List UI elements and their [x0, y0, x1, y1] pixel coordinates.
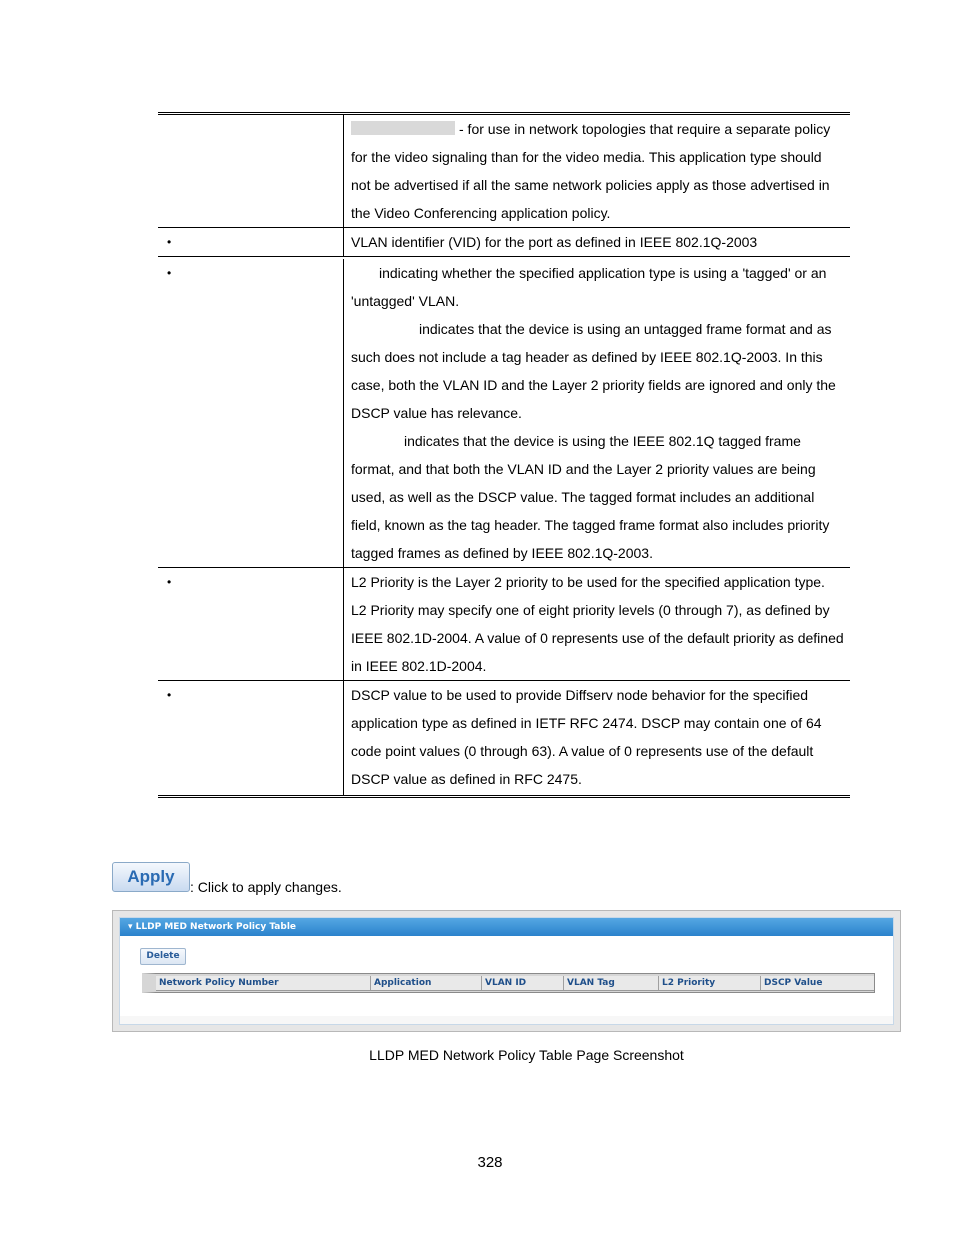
description-cell [344, 259, 850, 567]
description-text: VLAN identifier (VID) for the port as defined in IEEE 802.1Q-2003 [351, 234, 758, 250]
description-text: indicating whether the specified application type is using a 'tagged' or an 'untagged' VLAN. [351, 265, 827, 309]
collapse-arrow-icon[interactable]: ▾ [128, 922, 133, 932]
column-header[interactable]: DSCP Value [760, 976, 873, 990]
description-cell [344, 228, 850, 256]
bullet-icon: • [167, 235, 172, 249]
page-number: 328 [477, 1154, 503, 1171]
column-header[interactable]: VLAN Tag [563, 976, 658, 990]
apply-description: : Click to apply changes. [190, 879, 342, 895]
description-cell [344, 681, 850, 795]
column-header[interactable]: Application [370, 976, 481, 990]
param-cell [158, 681, 344, 795]
apply-section [112, 862, 342, 895]
column-header[interactable]: L2 Priority [658, 976, 760, 990]
bullet-icon: • [167, 688, 172, 702]
panel-header[interactable] [120, 918, 893, 936]
description-cell [344, 568, 850, 680]
table-row [158, 680, 850, 795]
table-row [158, 227, 850, 256]
apply-button[interactable]: Apply [112, 862, 190, 892]
description-text: indicates that the device is using an untagged frame format and as such does not include a tag header as defined by IEEE 802.1Q-2003. In this case, both the VLAN ID and the Layer 2 priority fields are ignored and only the DSCP value has relevance. [351, 321, 836, 421]
param-cell [158, 228, 344, 256]
description-text: L2 Priority is the Layer 2 priority to be used for the specified application type. L2 Priority may specify one of eight priority levels (0 through 7), as defined by IEEE 802.1D-2004. A value of 0 represents use of the default priority as defined in IEEE 802.1D-2004. [351, 574, 844, 674]
delete-button[interactable]: Delete [140, 948, 186, 965]
highlighted-term [351, 121, 455, 135]
description-text: indicates that the device is using the IEEE 802.1Q tagged frame format, and that both the VLAN ID and the Layer 2 priority values are being used, as well as the DSCP value. The tagged format includes an additional field, known as the tag header. The tagged frame format also includes priority tagged frames as defined by IEEE 802.1Q-2003. [351, 433, 830, 561]
description-text: DSCP value to be used to provide Diffserv node behavior for the specified application type as defined in IETF RFC 2474. DSCP may contain one of 64 code point values (0 through 63). A value of 0 represents use of the default DSCP value as defined in RFC 2475. [351, 687, 822, 787]
panel-body [120, 936, 893, 1016]
table-header [142, 973, 875, 993]
figure-caption: LLDP MED Network Policy Table Page Screenshot [369, 1047, 684, 1063]
description-text: - for use in network topologies that require a separate policy for the video signaling than for the video media. This application type should not be advertised if all the same network policies apply as those advertised in the Video Conferencing application policy. [351, 121, 831, 221]
column-header[interactable]: Network Policy Number [159, 978, 279, 988]
parameter-table [158, 112, 850, 798]
bullet-icon: • [167, 575, 172, 589]
table-row [158, 115, 850, 227]
ui-screenshot [112, 910, 901, 1032]
column-header[interactable]: VLAN ID [481, 976, 563, 990]
param-cell [158, 568, 344, 680]
panel-title: LLDP MED Network Policy Table [135, 922, 297, 932]
param-cell [158, 115, 344, 227]
bullet-icon: • [167, 266, 172, 280]
param-cell [158, 259, 344, 567]
table-row [158, 567, 850, 680]
table-row [158, 256, 850, 567]
policy-table-panel [119, 917, 894, 1025]
description-cell [344, 115, 850, 227]
